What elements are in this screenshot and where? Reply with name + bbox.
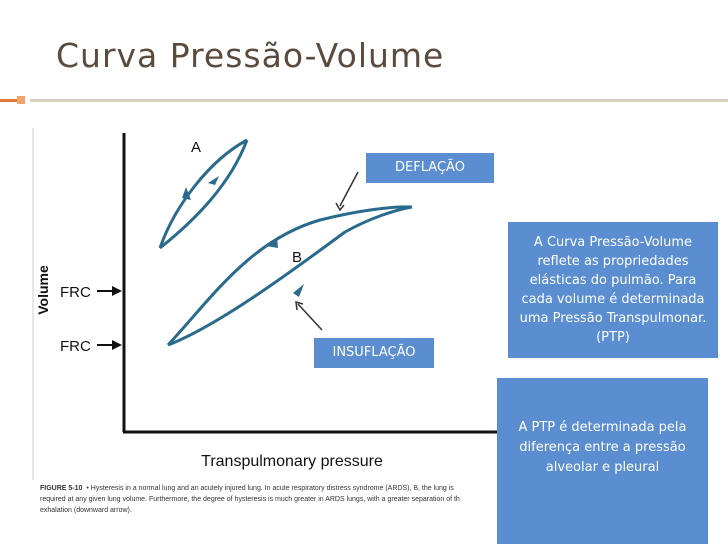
frc-lower-label: FRC <box>60 338 91 355</box>
x-axis-label: Transpulmonary pressure <box>201 453 383 470</box>
frc-lower-arrowhead <box>112 340 122 350</box>
deflacao-pointer-head <box>336 203 344 210</box>
caption-line-2: required at any given lung volume. Furthermore, the degree of hysteresis is much greater in ARDS lungs, with a greater separation of th <box>40 496 460 503</box>
frc-upper-label: FRC <box>60 284 91 301</box>
frc-upper-arrowhead <box>112 286 122 296</box>
curve-a-deflation <box>160 140 247 248</box>
caption-line-3: exhalation (downward arrow). <box>40 507 132 514</box>
insuflacao-pointer <box>298 304 322 330</box>
insuflacao-callout: INSUFLAÇÃO <box>314 338 434 368</box>
y-axis-label: Volume <box>35 265 51 315</box>
caption-figure-label: FIGURE 5-10 <box>40 485 83 492</box>
curve-b-inflation <box>168 207 412 345</box>
curve-a-arrow-down <box>208 176 219 185</box>
caption-line-1: • Hysteresis in a normal lung and an acutely injured lung. In acute respiratory distress syndrome (ARDS), B, the lung is <box>86 485 454 492</box>
deflacao-callout: DEFLAÇÃO <box>366 153 494 183</box>
curve-a-label: A <box>191 139 202 156</box>
curva-explanation-text: A Curva Pressão-Volume reflete as propriedades elásticas do pulmão. Para cada volume é determinada uma Pressão Transpulmonar. (PTP) <box>519 235 707 345</box>
slide-title: Curva Pressão-Volume <box>56 36 445 75</box>
curve-b-deflation <box>168 207 412 345</box>
curve-b-arrow-up <box>293 284 304 297</box>
curve-a-inflation <box>160 140 247 248</box>
curva-explanation-box <box>508 222 718 358</box>
deflacao-pointer <box>340 172 358 206</box>
ptp-explanation-box <box>497 378 708 544</box>
ptp-explanation-text: A PTP é determinada pela diferença entre a pressão alveolar e pleural <box>518 420 687 475</box>
figure-caption <box>40 483 496 516</box>
curve-b-label: B <box>292 249 303 266</box>
